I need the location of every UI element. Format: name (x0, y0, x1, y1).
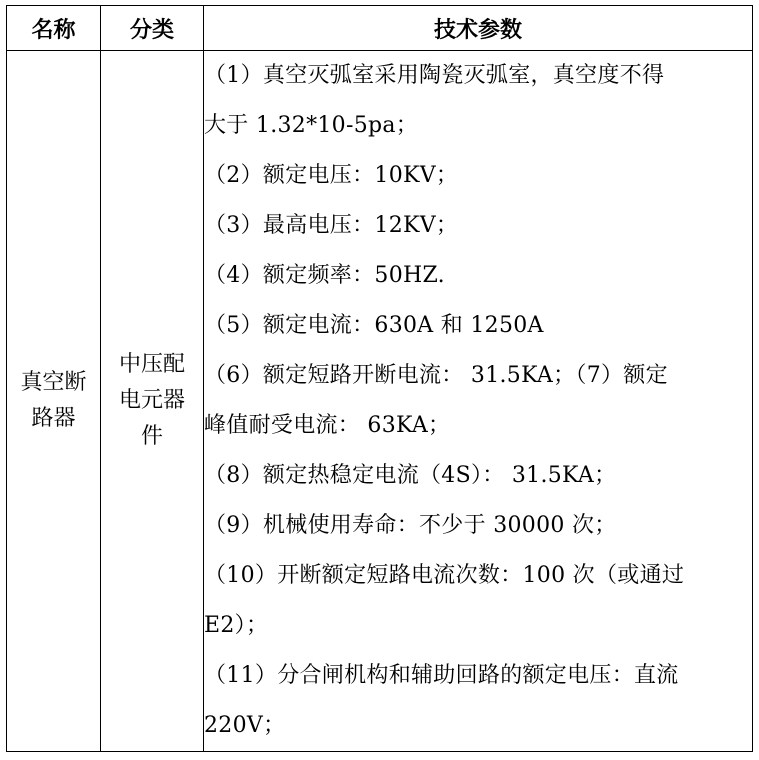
param-line: （4）额定频率：50HZ. (204, 263, 445, 288)
param-line: E2）； (204, 613, 269, 638)
param-line: （3）最高电压：12KV； (204, 213, 459, 238)
param-line: 大于 1.32*10-5pa； (204, 113, 419, 138)
cell-name (7, 51, 101, 752)
cell-params (204, 51, 753, 752)
param-line: （2）额定电压：10KV； (204, 163, 459, 188)
header-params: 技术参数 (204, 6, 753, 51)
header-name: 名称 (7, 6, 101, 51)
param-line: （11）分合闸机构和辅助回路的额定电压：直流 (204, 663, 679, 688)
param-line: （10）开断额定短路电流次数：100 次（或通过 (204, 563, 685, 588)
device-category: 中压配电元器件 (118, 352, 185, 449)
device-name: 真空断路器 (20, 370, 87, 431)
param-line: 峰值耐受电流： 63KA； (204, 413, 451, 438)
param-line: （5）额定电流：630A 和 1250A (204, 313, 544, 338)
param-line: 220V； (204, 713, 286, 738)
param-line: （9）机械使用寿命：不少于 30000 次； (204, 513, 617, 538)
param-line: （1）真空灭弧室采用陶瓷灭弧室，真空度不得 (204, 63, 665, 88)
spec-table (6, 5, 753, 752)
header-row (7, 6, 753, 51)
header-category: 分类 (101, 6, 204, 51)
table-row (7, 51, 753, 752)
param-line: （8）额定热稳定电流（4S）： 31.5KA； (204, 463, 617, 488)
param-line: （6）额定短路开断电流： 31.5KA；（7）额定 (204, 363, 668, 388)
cell-category (101, 51, 204, 752)
